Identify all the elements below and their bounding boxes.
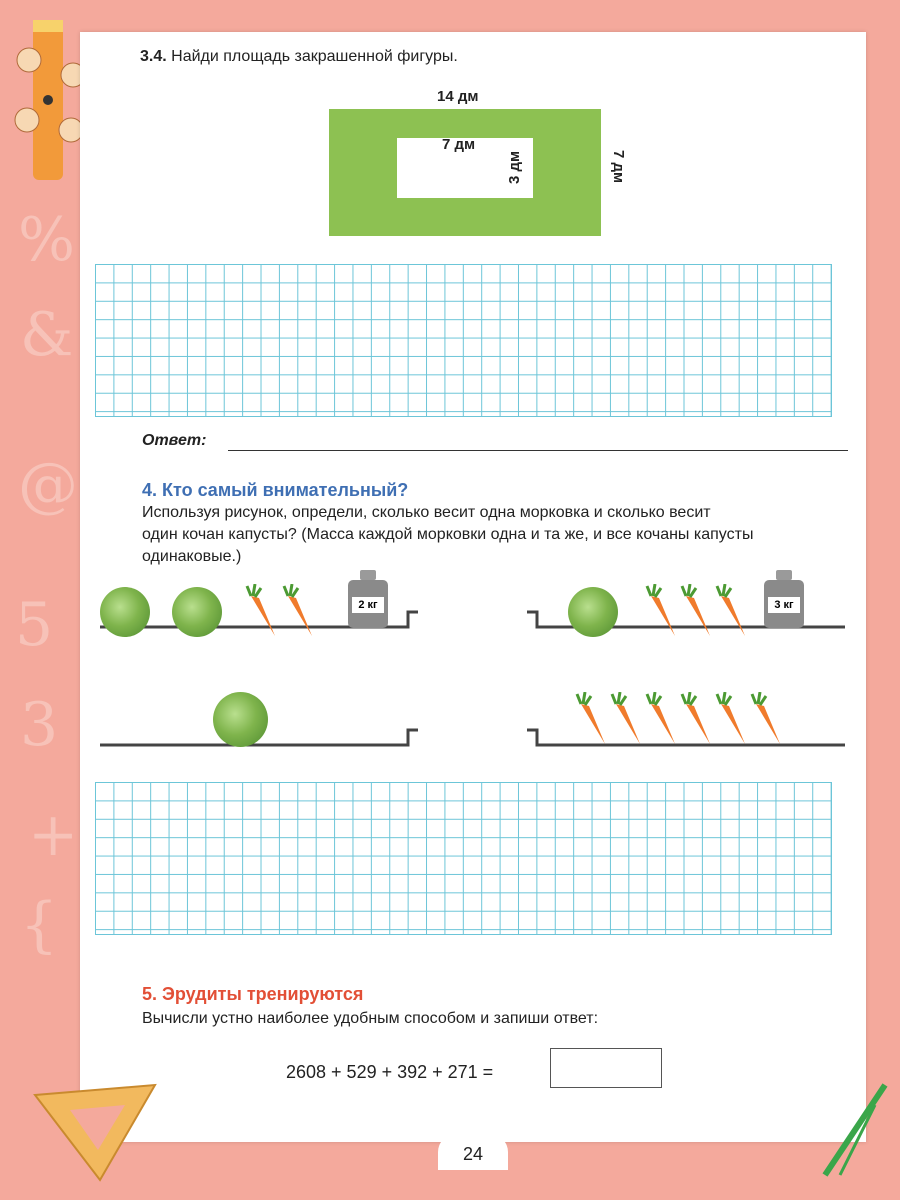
- set-square-icon: [30, 1075, 160, 1185]
- grid-workspace[interactable]: [95, 782, 832, 935]
- task-5-title: 5. Эрудиты тренируются: [142, 984, 364, 1004]
- task-number: 3.4.: [140, 48, 167, 65]
- plus-glyph: +: [28, 800, 79, 870]
- brace-glyph: {: [20, 890, 59, 960]
- answer-label: Ответ:: [142, 432, 207, 449]
- outer-height-label: 7 дм: [610, 150, 627, 184]
- weight-3kg: [764, 570, 804, 628]
- task-4-text-line-3: одинаковые.): [142, 548, 242, 565]
- carrot-icon: [715, 692, 751, 748]
- answer-box[interactable]: [550, 1048, 662, 1088]
- outer-width-label: 14 дм: [437, 88, 479, 105]
- weight-2kg: [348, 570, 388, 628]
- inner-height-label: 3 дм: [506, 150, 523, 184]
- digit-glyph: 3: [20, 690, 59, 760]
- carrot-icon: [610, 692, 646, 748]
- cabbage-icon: [100, 587, 150, 637]
- at-glyph: @: [18, 450, 78, 520]
- task-4-text-line-2: один кочан капусты? (Масса каждой морковки одна и та же, и все кочаны капусты: [142, 526, 754, 543]
- task-4-text-line-1: Используя рисунок, определи, сколько весит одна морковка и сколько весит: [142, 504, 711, 521]
- carrot-icon: [645, 692, 681, 748]
- task-3-4-heading: [140, 48, 458, 66]
- carrot-icon: [715, 584, 751, 640]
- answer-line[interactable]: [228, 450, 848, 451]
- carrot-icon: [680, 692, 716, 748]
- digit-glyph: 5: [15, 590, 54, 660]
- carrot-icon: [645, 584, 681, 640]
- cabbage-icon: [568, 587, 618, 637]
- inner-width-label: 7 дм: [442, 136, 476, 153]
- ampersand-glyph: &: [20, 300, 74, 370]
- carrot-icon: [575, 692, 611, 748]
- pencil-icon: [815, 1075, 895, 1185]
- grid-workspace[interactable]: [95, 264, 832, 417]
- pencil-mascot-icon: [5, 0, 90, 185]
- carrot-icon: [282, 584, 318, 640]
- task-5-text: Вычисли устно наиболее удобным способом и запиши ответ:: [142, 1010, 599, 1027]
- carrot-icon: [750, 692, 786, 748]
- task-text: Найди площадь закрашенной фигуры.: [171, 48, 458, 65]
- weight-label: 3 кг: [768, 597, 800, 613]
- weight-label: 2 кг: [352, 597, 384, 613]
- carrot-icon: [245, 584, 281, 640]
- expression: 2608 + 529 + 392 + 271 =: [286, 1062, 494, 1082]
- cabbage-icon: [213, 692, 268, 747]
- task-4-title: 4. Кто самый внимательный?: [142, 480, 409, 500]
- page-number: 24: [438, 1134, 508, 1170]
- workbook-page: [80, 32, 866, 1142]
- cabbage-icon: [172, 587, 222, 637]
- percent-glyph: %: [18, 205, 76, 275]
- carrot-icon: [680, 584, 716, 640]
